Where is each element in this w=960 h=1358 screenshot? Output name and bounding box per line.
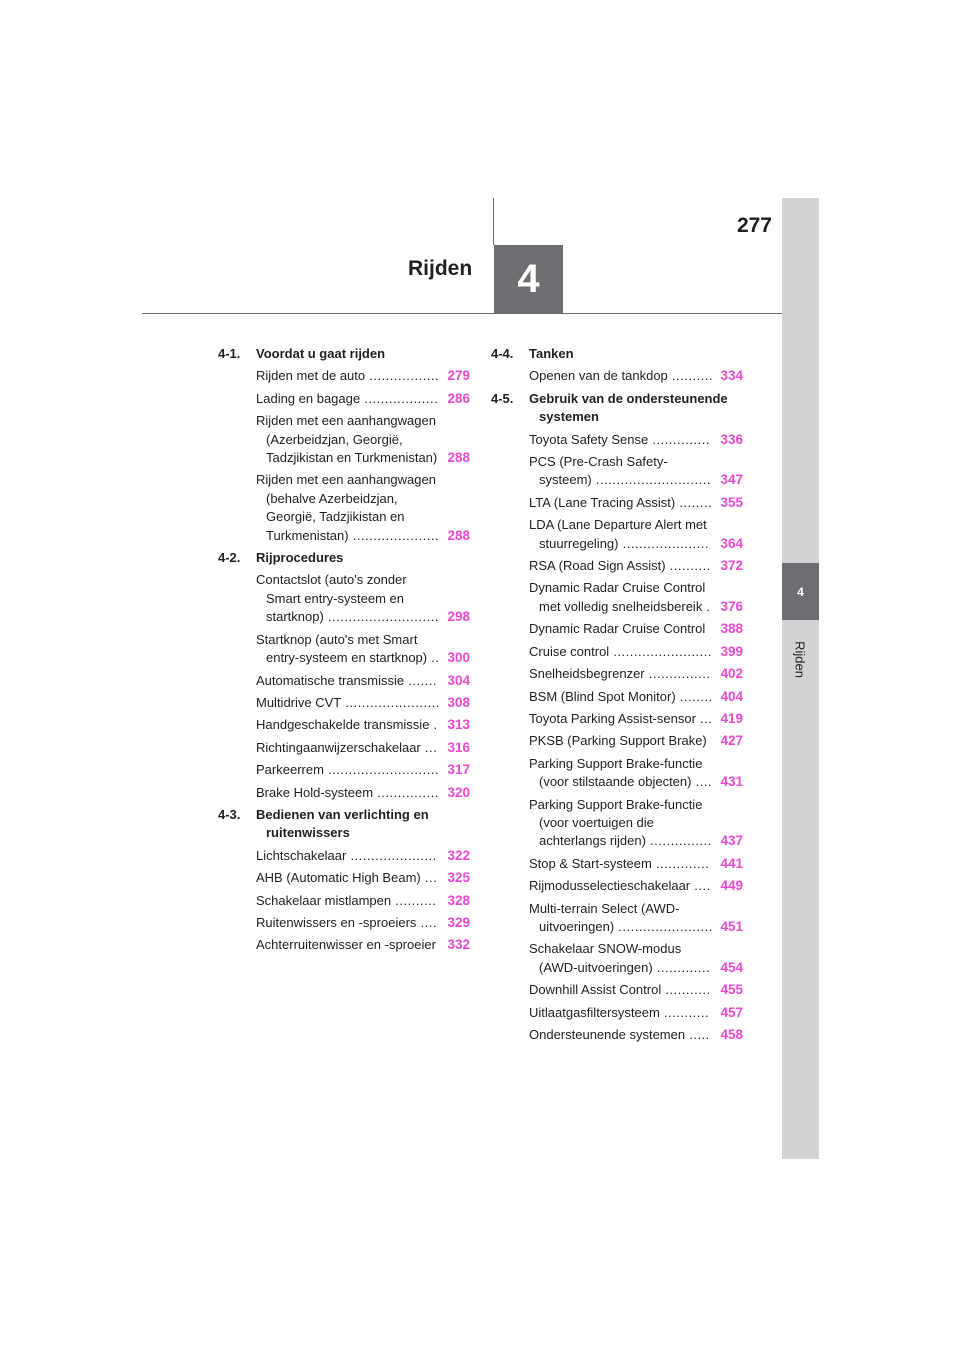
toc-entry-title: Contactslot (auto's zonder Smart entry-systeem en startknop) ........................... — [256, 572, 439, 625]
toc-entry-title: Rijden met een aanhangwagen (Azerbeidzjan, Georgië, Tadzjikistan en Turkmenistan) — [256, 413, 438, 466]
toc-entry-title: Multi-terrain Select (AWD-uitvoeringen) ....................... — [529, 900, 713, 934]
toc-column-left — [218, 345, 470, 959]
dot-leader: ............... — [644, 666, 711, 682]
toc-entry-title: PCS (Pre-Crash Safety-systeem) ............................ — [529, 454, 711, 488]
toc-entry-title: LTA (Lane Tracing Assist) ........ — [529, 494, 713, 510]
page-link[interactable]: 347 — [720, 472, 743, 488]
toc-entry[interactable] — [218, 672, 470, 690]
toc-column-right — [491, 345, 743, 1048]
toc-entry[interactable] — [218, 716, 470, 734]
page-link[interactable]: 279 — [447, 368, 470, 384]
section-title: Bedienen van verlichting en ruitenwissers — [256, 806, 429, 841]
page-link[interactable]: 322 — [447, 847, 470, 863]
toc-entry[interactable] — [218, 367, 470, 385]
toc-entry[interactable] — [218, 869, 470, 887]
dot-leader: ........ — [675, 494, 713, 510]
toc-entry[interactable] — [218, 631, 470, 668]
page-link[interactable]: 431 — [720, 774, 743, 790]
toc-entry-title: Parking Support Brake-functie (voor stilstaande objecten) .... — [529, 755, 713, 790]
toc-section-heading — [218, 806, 470, 843]
toc-entry[interactable] — [491, 665, 743, 683]
dot-leader: ........................... — [323, 609, 439, 625]
dot-leader: ....................... — [341, 694, 440, 710]
page-link[interactable]: 336 — [720, 431, 743, 447]
page-link[interactable]: 332 — [447, 937, 470, 953]
dot-leader: ..................... — [348, 527, 440, 543]
page-link[interactable]: 308 — [447, 694, 470, 710]
toc-entry[interactable] — [218, 412, 470, 467]
page-link[interactable]: 288 — [447, 450, 470, 466]
dot-leader: . — [702, 598, 711, 614]
dot-leader: ........................... — [323, 762, 440, 778]
toc-entry[interactable] — [491, 710, 743, 728]
toc-entry-title: Dynamic Radar Cruise Control met volledig snelheidsbereik . — [529, 580, 711, 614]
toc-entry-title: AHB (Automatic High Beam) ... — [256, 870, 438, 886]
page-link[interactable]: 427 — [720, 733, 743, 749]
toc-entry[interactable] — [218, 390, 470, 408]
toc-entry[interactable] — [491, 877, 743, 895]
toc-entry[interactable] — [491, 643, 743, 661]
dot-leader: ..................... — [618, 535, 709, 551]
toc-entry-title: LDA (Lane Departure Alert met stuurregeling) ..................... — [529, 517, 709, 551]
dot-leader: .......... — [667, 368, 713, 384]
page-link[interactable]: 329 — [447, 914, 470, 930]
page-link[interactable]: 437 — [720, 833, 743, 849]
page-link[interactable]: 304 — [447, 672, 470, 688]
toc-entry[interactable] — [218, 914, 470, 932]
toc-entry-title: Schakelaar SNOW-modus (AWD-uitvoeringen) ............. — [529, 941, 711, 975]
toc-section-heading — [491, 390, 743, 427]
chapter-title: Rijden — [408, 257, 473, 280]
toc-entry[interactable] — [218, 761, 470, 779]
dot-leader: .... — [690, 878, 711, 894]
dot-leader: .......... — [391, 892, 437, 908]
dot-leader: ....................... — [614, 918, 713, 934]
dot-leader: ........ — [675, 688, 713, 704]
toc-entry[interactable] — [218, 694, 470, 712]
dot-leader: . — [429, 717, 438, 733]
page-link[interactable]: 317 — [447, 762, 470, 778]
toc-entry[interactable] — [491, 620, 743, 638]
toc-entry-title: Parking Support Brake-functie (voor voertuigen die achterlangs rijden) ............... — [529, 796, 712, 849]
toc-entry-title: RSA (Road Sign Assist) .......... — [529, 558, 711, 574]
toc-entry[interactable] — [491, 900, 743, 937]
dot-leader: .... — [691, 774, 713, 790]
toc-entry[interactable] — [218, 936, 470, 954]
side-bar — [782, 198, 819, 1159]
page-link[interactable]: 454 — [720, 959, 743, 975]
toc-entry[interactable] — [218, 739, 470, 757]
page-link[interactable]: 455 — [720, 982, 743, 998]
toc-entry-title: Richtingaanwijzerschakelaar ... — [256, 739, 438, 755]
toc-entry[interactable] — [491, 940, 743, 977]
toc-entry[interactable] — [491, 579, 743, 616]
dot-leader: ................. — [365, 368, 440, 384]
toc-entry[interactable] — [218, 571, 470, 626]
dot-leader: .................. — [360, 390, 439, 406]
toc-entry[interactable] — [491, 796, 743, 851]
dot-leader: ..................... — [346, 847, 437, 863]
page-link[interactable]: 404 — [720, 688, 743, 704]
page-link[interactable]: 458 — [720, 1027, 743, 1042]
toc-entry-title: Lichtschakelaar ..................... — [256, 847, 437, 863]
toc-section-heading — [218, 345, 470, 363]
header-divider-vertical — [493, 198, 494, 245]
toc-entry-title: Automatische transmissie ....... — [256, 672, 438, 688]
dot-leader: ... — [420, 739, 438, 755]
toc-entry-title: PKSB (Parking Support Brake) — [529, 733, 707, 749]
section-title: Rijprocedures — [256, 550, 344, 566]
page-link[interactable]: 376 — [720, 598, 743, 614]
page-link[interactable]: 388 — [720, 621, 743, 637]
toc-section-heading — [218, 549, 470, 567]
page-link[interactable]: 334 — [720, 368, 743, 384]
toc-entry-title: Toyota Safety Sense .............. — [529, 431, 710, 447]
page-link[interactable]: 320 — [447, 784, 470, 800]
toc-entry-title: Stop & Start-systeem ............. — [529, 855, 710, 871]
page-link[interactable]: 316 — [447, 739, 470, 755]
toc-entry-title: Snelheidsbegrenzer ............... — [529, 666, 711, 682]
toc-entry[interactable] — [491, 732, 743, 750]
dot-leader: ..... — [685, 1027, 710, 1042]
section-number: 4-1. — [218, 346, 241, 361]
toc-entry[interactable] — [491, 1004, 743, 1022]
page-link[interactable]: 419 — [720, 710, 743, 726]
toc-entry[interactable] — [491, 688, 743, 706]
toc-entry-title: Brake Hold-systeem ............... — [256, 784, 439, 800]
page-link[interactable]: 328 — [447, 892, 470, 908]
page-link[interactable]: 313 — [447, 717, 470, 733]
toc-entry-title: BSM (Blind Spot Monitor) ........ — [529, 688, 713, 704]
toc-entry-title: Handgeschakelde transmissie . — [256, 717, 438, 733]
toc-entry[interactable] — [491, 1026, 743, 1044]
toc-entry-title: Ondersteunende systemen ..... — [529, 1027, 710, 1042]
page-link[interactable]: 355 — [720, 494, 743, 510]
toc-entry-title: Rijmodusselectieschakelaar .... — [529, 878, 711, 894]
section-number: 4-5. — [491, 390, 514, 406]
page-link[interactable]: 325 — [447, 870, 470, 886]
toc-entry-title: Rijden met een aanhangwagen (behalve Azerbeidzjan, Georgië, Tadzjikistan en Turkmenistan) ..................... — [256, 472, 440, 543]
section-number: 4-4. — [491, 346, 514, 361]
toc-entry[interactable] — [491, 755, 743, 792]
chapter-side-tab[interactable]: 4 — [782, 563, 819, 620]
page-link[interactable]: 399 — [720, 643, 743, 659]
page-link[interactable]: 364 — [720, 535, 743, 551]
dot-leader: ............... — [645, 833, 712, 849]
toc-entry-title: Uitlaatgasfiltersysteem ........... — [529, 1004, 710, 1020]
toc-entry[interactable] — [491, 981, 743, 999]
side-tab-label: Rijden — [792, 641, 808, 678]
toc-entry-title: Openen van de tankdop .......... — [529, 368, 713, 384]
toc-entry-title: Schakelaar mistlampen .......... — [256, 892, 437, 908]
dot-leader: ........................ — [609, 643, 712, 659]
toc-entry-title: Parkeerrem ........................... — [256, 762, 440, 778]
toc-entry[interactable] — [491, 367, 743, 385]
dot-leader: ............. — [652, 959, 711, 975]
toc-entry-title: Multidrive CVT ....................... — [256, 694, 440, 710]
page-link[interactable]: 288 — [447, 527, 470, 543]
toc-entry[interactable] — [491, 494, 743, 512]
toc-entry-title: Toyota Parking Assist-sensor ... — [529, 710, 713, 726]
toc-entry-title: Startknop (auto's met Smart entry-systeem en startknop) .. — [256, 631, 440, 666]
section-title: Gebruik van de ondersteunende systemen — [529, 390, 728, 425]
page-link[interactable]: 286 — [447, 390, 470, 406]
toc-entry[interactable] — [218, 784, 470, 802]
toc-entry[interactable] — [491, 453, 743, 490]
page-link[interactable]: 449 — [720, 878, 743, 894]
dot-leader: ............................ — [591, 472, 711, 488]
dot-leader: ....... — [404, 672, 438, 688]
section-title: Voordat u gaat rijden — [256, 346, 386, 361]
page-link[interactable]: 298 — [447, 609, 470, 625]
toc-entry-title: Dynamic Radar Cruise Control — [529, 621, 706, 637]
dot-leader: ........... — [661, 982, 711, 998]
page-link[interactable]: 441 — [720, 855, 743, 871]
dot-leader: ............. — [651, 855, 710, 871]
dot-leader: .............. — [648, 431, 710, 447]
toc-entry[interactable] — [491, 557, 743, 575]
section-number: 4-3. — [218, 806, 241, 822]
toc-entry-title: Achterruitenwisser en -sproeier — [256, 937, 436, 953]
page-link[interactable]: 451 — [720, 918, 743, 934]
dot-leader: ... — [695, 710, 713, 726]
dot-leader: .... — [416, 914, 437, 930]
toc-entry-title: Cruise control ........................ — [529, 643, 712, 659]
page-link[interactable]: 402 — [720, 666, 743, 682]
toc-entry[interactable] — [491, 855, 743, 873]
page-link[interactable]: 457 — [720, 1004, 743, 1020]
page-number: 277 — [736, 214, 772, 237]
toc-entry[interactable] — [218, 892, 470, 910]
toc-entry-title: Lading en bagage .................. — [256, 390, 439, 406]
chapter-number-box: 4 — [494, 245, 563, 313]
dot-leader: ............... — [373, 784, 439, 800]
page-link[interactable]: 372 — [720, 558, 743, 574]
dot-leader: ........... — [659, 1004, 710, 1020]
toc-entry[interactable] — [491, 516, 743, 553]
dot-leader: .......... — [665, 558, 711, 574]
toc-entry[interactable] — [218, 847, 470, 865]
section-number: 4-2. — [218, 550, 241, 566]
dot-leader: ... — [420, 870, 438, 886]
toc-entry[interactable] — [491, 431, 743, 449]
section-title: Tanken — [529, 346, 574, 361]
header-divider-horizontal — [142, 313, 782, 314]
toc-entry-title: Rijden met de auto ................. — [256, 368, 440, 384]
toc-entry[interactable] — [218, 471, 470, 545]
toc-entry-title: Ruitenwissers en -sproeiers .... — [256, 914, 437, 930]
toc-entry-title: Downhill Assist Control ........... — [529, 982, 711, 998]
page-link[interactable]: 300 — [447, 650, 470, 666]
toc-section-heading — [491, 345, 743, 363]
dot-leader: .. — [427, 650, 440, 666]
